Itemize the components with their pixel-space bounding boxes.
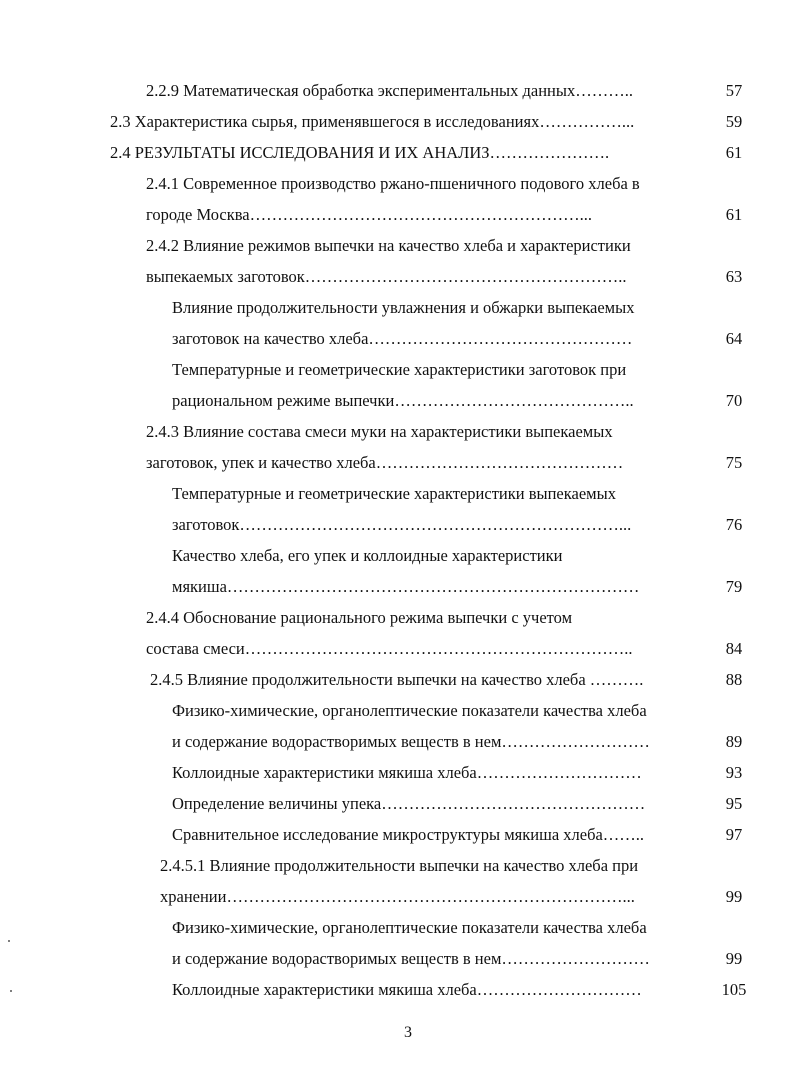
toc-entry-text: Температурные и геометрические характеристики выпекаемых [172, 484, 616, 503]
toc-entry-text: 2.4.5 Влияние продолжительности выпечки на качество хлеба ………. [150, 670, 644, 689]
toc-page-number: 64 [725, 329, 743, 348]
toc-page-number: 99 [725, 949, 743, 968]
toc-entry-text: Температурные и геометрические характеристики заготовок при [172, 360, 627, 379]
toc-entry-2-4-2 [146, 236, 631, 256]
toc-subentry-cont [172, 515, 631, 535]
toc-entry-2-4-2-cont [146, 267, 627, 287]
toc-entry-2-4-3-cont [146, 453, 623, 473]
toc-entry-2-3 [110, 112, 634, 132]
toc-subentry-cont [172, 732, 650, 752]
toc-page-number: 79 [725, 577, 743, 596]
toc-page-number: 70 [725, 391, 743, 410]
toc-page-number: 99 [725, 887, 743, 906]
toc-subentry [172, 546, 562, 566]
toc-entry-2-4-1-cont [146, 205, 592, 225]
toc-page-number: 105 [721, 980, 747, 999]
toc-entry-2-4-4-cont [146, 639, 632, 659]
toc-entry-text: рациональном режиме выпечки…………………………………….. [172, 391, 634, 410]
toc-page-number: 75 [725, 453, 743, 472]
toc-subentry [172, 701, 647, 721]
toc-entry-text: 2.4.1 Современное производство ржано-пшеничного подового хлеба в [146, 174, 640, 193]
toc-page-number: 61 [725, 205, 743, 224]
toc-page-number: 61 [725, 143, 743, 162]
toc-entry-text: выпекаемых заготовок………………………………………………….. [146, 267, 627, 286]
toc-entry-2-4-5-1-cont [160, 887, 635, 907]
toc-page-number: 97 [725, 825, 743, 844]
toc-page-number: 59 [725, 112, 743, 131]
toc-entry-2-4-1 [146, 174, 640, 194]
toc-entry-text: заготовок, упек и качество хлеба……………………………………… [146, 453, 624, 472]
toc-page-number: 88 [725, 670, 743, 689]
toc-page-number: 93 [725, 763, 743, 782]
scan-speck [8, 940, 10, 942]
toc-subentry [172, 763, 642, 783]
toc-entry-text: Качество хлеба, его упек и коллоидные характеристики [172, 546, 563, 565]
toc-page-number: 84 [725, 639, 743, 658]
toc-subentry [172, 825, 644, 845]
scan-speck [10, 990, 12, 992]
toc-subentry [172, 980, 642, 1000]
toc-entry-text: Коллоидные характеристики мякиша хлеба………………………… [172, 980, 642, 999]
toc-entry-2-2-9 [146, 81, 633, 101]
toc-subentry [172, 360, 626, 380]
toc-page-number: 63 [725, 267, 743, 286]
toc-page-number: 89 [725, 732, 743, 751]
toc-entry-text: Определение величины упека………………………………………… [172, 794, 646, 813]
toc-page-number: 95 [725, 794, 743, 813]
toc-entry-text: 2.4.3 Влияние состава смеси муки на характеристики выпекаемых [146, 422, 613, 441]
toc-entry-text: мякиша………………………………………………………………… [172, 577, 640, 596]
toc-entry-text: Коллоидные характеристики мякиша хлеба………………………… [172, 763, 642, 782]
toc-entry-text: Сравнительное исследование микроструктуры мякиша хлеба…….. [172, 825, 645, 844]
toc-subentry-cont [172, 391, 634, 411]
toc-entry-text: Физико-химические, органолептические показатели качества хлеба [172, 918, 647, 937]
toc-entry-text: 2.3 Характеристика сырья, применявшегося в исследованиях……………... [110, 112, 635, 131]
toc-entry-2-4-4 [146, 608, 572, 628]
toc-entry-text: заготовок на качество хлеба………………………………………… [172, 329, 633, 348]
toc-subentry-cont [172, 577, 639, 597]
toc-entry-text: хранении………………………………………………………………... [160, 887, 635, 906]
page-footer-number: 3 [404, 1024, 412, 1041]
toc-entry-text: заготовок……………………………………………………………... [172, 515, 632, 534]
toc-entry-2-4-5 [150, 670, 643, 690]
toc-entry-2-4 [110, 143, 609, 163]
toc-subentry [172, 484, 616, 504]
toc-subentry-cont [172, 949, 650, 969]
toc-entry-text: 2.4.4 Обоснование рационального режима выпечки с учетом [146, 608, 573, 627]
toc-entry-2-4-5-1 [160, 856, 638, 876]
toc-page-number: 76 [725, 515, 743, 534]
toc-entry-text: состава смеси…………………………………………………………….. [146, 639, 633, 658]
toc-entry-2-4-3 [146, 422, 613, 442]
toc-subentry [172, 298, 634, 318]
toc-entry-text: 2.4.2 Влияние режимов выпечки на качество хлеба и характеристики [146, 236, 631, 255]
toc-subentry [172, 794, 645, 814]
toc-entry-text: и содержание водорастворимых веществ в нем……………………… [172, 949, 650, 968]
toc-entry-text: 2.4.5.1 Влияние продолжительности выпечки на качество хлеба при [160, 856, 639, 875]
toc-entry-text: и содержание водорастворимых веществ в нем……………………… [172, 732, 650, 751]
toc-entry-text: 2.4 РЕЗУЛЬТАТЫ ИССЛЕДОВАНИЯ И ИХ АНАЛИЗ…………………. [110, 143, 610, 162]
toc-subentry-cont [172, 329, 632, 349]
toc-subentry [172, 918, 647, 938]
toc-page-number: 57 [725, 81, 743, 100]
toc-entry-text: 2.2.9 Математическая обработка экспериментальных данных……….. [146, 81, 633, 100]
toc-entry-text: городе Москва……………………………………………………... [146, 205, 593, 224]
toc-entry-text: Влияние продолжительности увлажнения и обжарки выпекаемых [172, 298, 635, 317]
toc-entry-text: Физико-химические, органолептические показатели качества хлеба [172, 701, 647, 720]
